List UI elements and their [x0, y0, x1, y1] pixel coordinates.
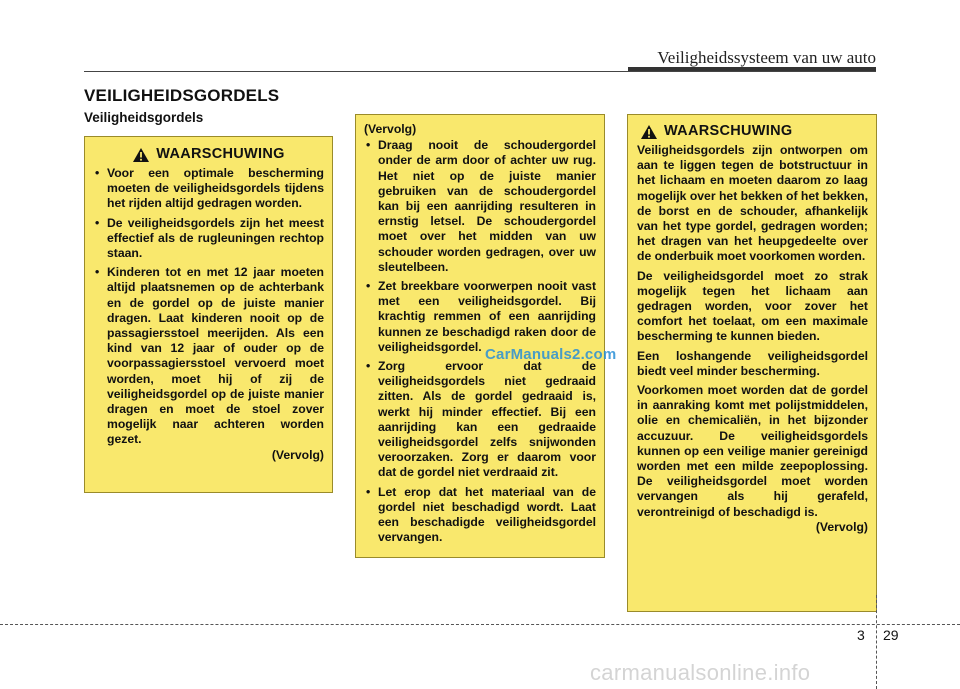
warning-header [93, 147, 324, 163]
list-item: • Kinderen tot en met 12 jaar moeten altijd plaatsnemen op de achterbank en de gordel op de juiste manier dragen. Laat kinderen nooit op de passagiersstoel meerijden. Als een kind van 12 jaar of ouder op de voorpassagiersstoel vervoerd moet worden, moet hij of zij de veiligheidsgordel op de juiste manier dragen en moet de stoel zover mogelijk naar achteren worden gezet. [93, 265, 324, 447]
list-item: • Draag nooit de schoudergordel onder de arm door of achter uw rug. Het niet op de juiste manier gebruiken van de schoudergordel kan bij een aanrijding resulteren in ernstig letsel. De schoudergordel moet over het midden van uw schouder worden gedragen, over uw sleutelbeen. [364, 138, 596, 275]
warning-box-1 [84, 136, 333, 493]
footer-dashed-rule [0, 624, 960, 625]
list-item: • De veiligheidsgordels zijn het meest effectief als de rugleuningen rechtop staan. [93, 216, 324, 262]
warning-box-3 [627, 114, 877, 612]
warning-list [364, 138, 596, 545]
warning-title: WAARSCHUWING [664, 123, 793, 140]
footer-divider [876, 595, 877, 689]
list-item: • Zorg ervoor dat de veiligheidsgordels niet gedraaid zitten. Als de gordel gedraaid is, werkt hij minder effectief. Bij een aanrijding kan een gedraaide veiligheidsgordel zelfs snijwonden veroorzaken. Zorg er daarom voor dat de gordel niet verdraaid zit. [364, 359, 596, 481]
warning-title: WAARSCHUWING [156, 146, 285, 163]
warning-box-2 [355, 114, 605, 558]
header-rule [84, 71, 876, 72]
list-item: • Let erop dat het materiaal van de gordel niet beschadigd wordt. Laat een beschadigde veiligheidsgordel vervangen. [364, 485, 596, 546]
watermark-text: CarManuals2.com [485, 346, 617, 363]
continued-label: (Vervolg) [815, 519, 868, 534]
chapter-number: 3 [857, 627, 865, 643]
warning-paragraph: De veiligheidsgordel moet zo strak mogelijk tegen het lichaam aan gedragen worden, voor zover het comfort het toelaat, om een maximale bescherming te kunnen bieden. [637, 268, 868, 344]
warning-paragraph: Veiligheidsgordels zijn ontworpen om aan te liggen tegen de botstructuur in het lichaam en moeten daarom zo laag mogelijk over het bekken of het bekken, de borst en de schouder, afhankelijk van het type gordel, gedragen worden; het dragen van het heupgedeelte over de onderbuik moet voorkomen worden. [637, 143, 868, 264]
section-subtitle: Veiligheidsgordels [84, 110, 204, 125]
continued-label: (Vervolg) [364, 122, 417, 136]
warning-list [93, 166, 324, 448]
warning-triangle-icon [640, 124, 658, 140]
list-item: • Voor een optimale bescherming moeten de veiligheidsgordels tijdens het rijden altijd gedragen worden. [93, 166, 324, 212]
warning-paragraph: Voorkomen moet worden dat de gordel in aanraking komt met polijstmiddelen, olie en chemicaliën, in het bijzonder accuzuur. De veiligheidsgordels kunnen op een veilige manier gereinigd worden met een milde zeepoplossing. De veiligheidsgordel moet worden vervangen als hij gerafeld, verontreinigd of beschadigd is. [637, 383, 868, 519]
continued-label: (Vervolg) [271, 447, 324, 462]
list-item: • Zet breekbare voorwerpen nooit vast met een veiligheidsgordel. Bij krachtig remmen of een aanrijding kunnen ze beschadigd raken door de veiligheidsgordel. [364, 279, 596, 355]
running-header-title: Veiligheidssysteem van uw auto [657, 48, 876, 67]
page-number: 29 [883, 627, 899, 643]
site-watermark: carmanualsonline.info [590, 660, 811, 685]
section-title: VEILIGHEIDSGORDELS [84, 86, 280, 105]
warning-paragraph: Een loshangende veiligheidsgordel biedt veel minder bescherming. [637, 348, 868, 378]
warning-header [637, 124, 868, 140]
warning-triangle-icon [132, 147, 150, 163]
